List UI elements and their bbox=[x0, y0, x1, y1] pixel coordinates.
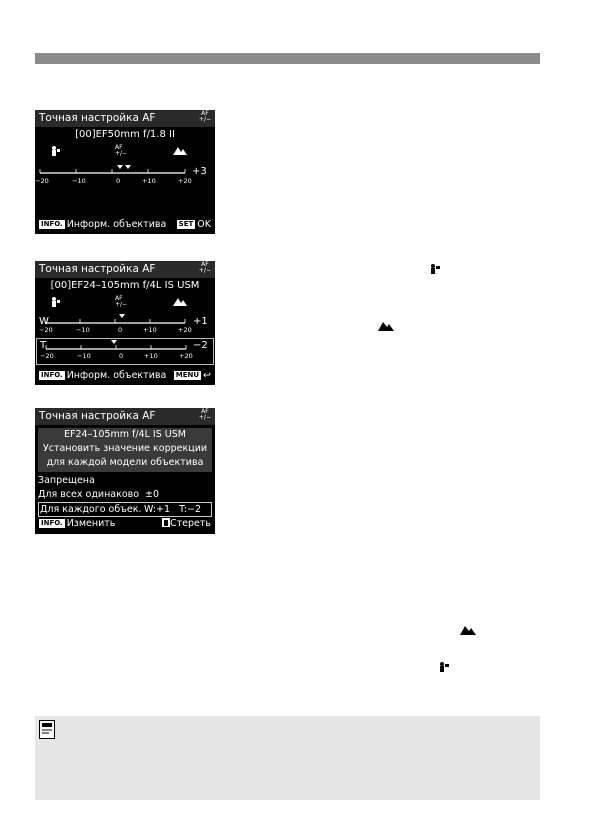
option-item[interactable] bbox=[38, 488, 212, 502]
set-button: SET bbox=[178, 220, 194, 228]
description-line: Установить значение коррекции bbox=[42, 443, 208, 454]
footer-left bbox=[39, 518, 115, 529]
option-list bbox=[38, 474, 212, 517]
screen-title: Точная настройка AF bbox=[39, 410, 156, 422]
tick-label: 0 bbox=[118, 326, 123, 334]
screen-title: Точная настройка AF bbox=[39, 263, 156, 275]
adjust-value-w: +1 bbox=[193, 316, 208, 327]
lcd-screen-3 bbox=[35, 408, 215, 534]
description-line: для каждой модели объектива bbox=[46, 457, 204, 468]
adjust-value-t: −2 bbox=[193, 340, 208, 351]
af-adjust-icon: AF +/− bbox=[198, 408, 211, 421]
adjust-value: +3 bbox=[192, 166, 207, 177]
screen-title-bar bbox=[35, 110, 215, 127]
option-label: Для всех одинаково bbox=[38, 489, 140, 500]
pointer-markers bbox=[117, 165, 131, 169]
portrait-subject-icon bbox=[52, 146, 60, 156]
tick-labels-t bbox=[37, 352, 213, 362]
info-button: INFO. bbox=[41, 519, 63, 527]
tick-label: +20 bbox=[178, 326, 192, 334]
tick-label: −10 bbox=[72, 177, 86, 185]
tick-label: −10 bbox=[77, 352, 91, 360]
menu-button: MENU bbox=[175, 371, 200, 379]
footer-left-label: Изменить bbox=[66, 518, 116, 529]
mountain-icon bbox=[378, 321, 394, 331]
tick-labels bbox=[35, 177, 215, 187]
svg-text:AF: AF bbox=[115, 295, 123, 302]
af-adjust-icon bbox=[115, 144, 127, 157]
row-label-w: W bbox=[39, 316, 49, 327]
row-t-box[interactable] bbox=[36, 338, 214, 365]
lens-name: [00]EF50mm f/1.8 II bbox=[75, 129, 175, 140]
tick-label: +10 bbox=[142, 177, 156, 185]
screen-title: Точная настройка AF bbox=[39, 112, 156, 124]
tick-labels-w bbox=[35, 326, 215, 336]
lens-info-panel bbox=[38, 428, 212, 472]
row-label-t: T bbox=[40, 340, 47, 351]
footer-right-label: OK bbox=[197, 219, 211, 230]
option-label: Запрещена bbox=[38, 475, 95, 486]
footer-right-label: Стереть bbox=[169, 518, 211, 529]
section-header-bar bbox=[35, 53, 540, 64]
info-button: INFO. bbox=[41, 220, 63, 228]
pointer-marker bbox=[111, 340, 117, 344]
option-item-selected[interactable] bbox=[38, 502, 212, 517]
trash-icon bbox=[162, 518, 170, 527]
tick-label: +20 bbox=[179, 352, 193, 360]
tick-label: 0 bbox=[119, 352, 124, 360]
note-icon bbox=[39, 720, 55, 739]
return-icon: ↩ bbox=[203, 370, 211, 381]
tick-label: +10 bbox=[144, 352, 158, 360]
screen-title-bar bbox=[35, 261, 215, 278]
mountain-icon bbox=[460, 625, 476, 635]
footer-left-label: Информ. объектива bbox=[66, 219, 167, 230]
tick-label: −20 bbox=[40, 352, 54, 360]
svg-text:+/−: +/− bbox=[115, 150, 128, 157]
portrait-subject-icon bbox=[438, 661, 450, 673]
screen-title-bar bbox=[35, 408, 215, 425]
af-adjust-scale bbox=[35, 142, 215, 202]
footer-left-label: Информ. объектива bbox=[66, 370, 167, 381]
note-box bbox=[35, 716, 540, 800]
lcd-screen-2 bbox=[35, 261, 215, 385]
af-adjust-scale-t bbox=[37, 339, 213, 353]
option-value: ±0 bbox=[145, 489, 160, 500]
tick-label: +10 bbox=[143, 326, 157, 334]
af-adjust-icon: AF +/− bbox=[198, 110, 211, 123]
info-button: INFO. bbox=[41, 371, 63, 379]
lens-name: [00]EF24–105mm f/4L IS USM bbox=[50, 280, 200, 291]
af-adjust-icon: AF +/− bbox=[198, 261, 211, 274]
svg-text:AF: AF bbox=[115, 144, 123, 151]
portrait-subject-icon bbox=[429, 263, 441, 275]
option-label: Для каждого объек. bbox=[40, 504, 142, 515]
af-adjust-icon bbox=[115, 295, 127, 308]
option-value: W:+1 T:−2 bbox=[144, 504, 202, 515]
lens-name: EF24–105mm f/4L IS USM bbox=[64, 429, 186, 440]
footer-left bbox=[39, 370, 166, 381]
footer-right bbox=[174, 370, 211, 381]
option-item[interactable] bbox=[38, 474, 212, 488]
tick-label: −10 bbox=[76, 326, 90, 334]
tick-label: +20 bbox=[178, 177, 192, 185]
mountain-icon bbox=[173, 147, 187, 155]
tick-label: −20 bbox=[39, 326, 53, 334]
tick-label: −20 bbox=[35, 177, 49, 185]
tick-label: 0 bbox=[116, 177, 121, 185]
portrait-subject-icon bbox=[52, 297, 60, 307]
footer-right bbox=[162, 518, 211, 529]
pointer-marker bbox=[119, 314, 125, 318]
footer-right bbox=[177, 219, 211, 230]
mountain-icon bbox=[173, 298, 187, 306]
svg-text:+/−: +/− bbox=[115, 301, 128, 308]
lcd-screen-1 bbox=[35, 110, 215, 234]
footer-left bbox=[39, 219, 166, 230]
